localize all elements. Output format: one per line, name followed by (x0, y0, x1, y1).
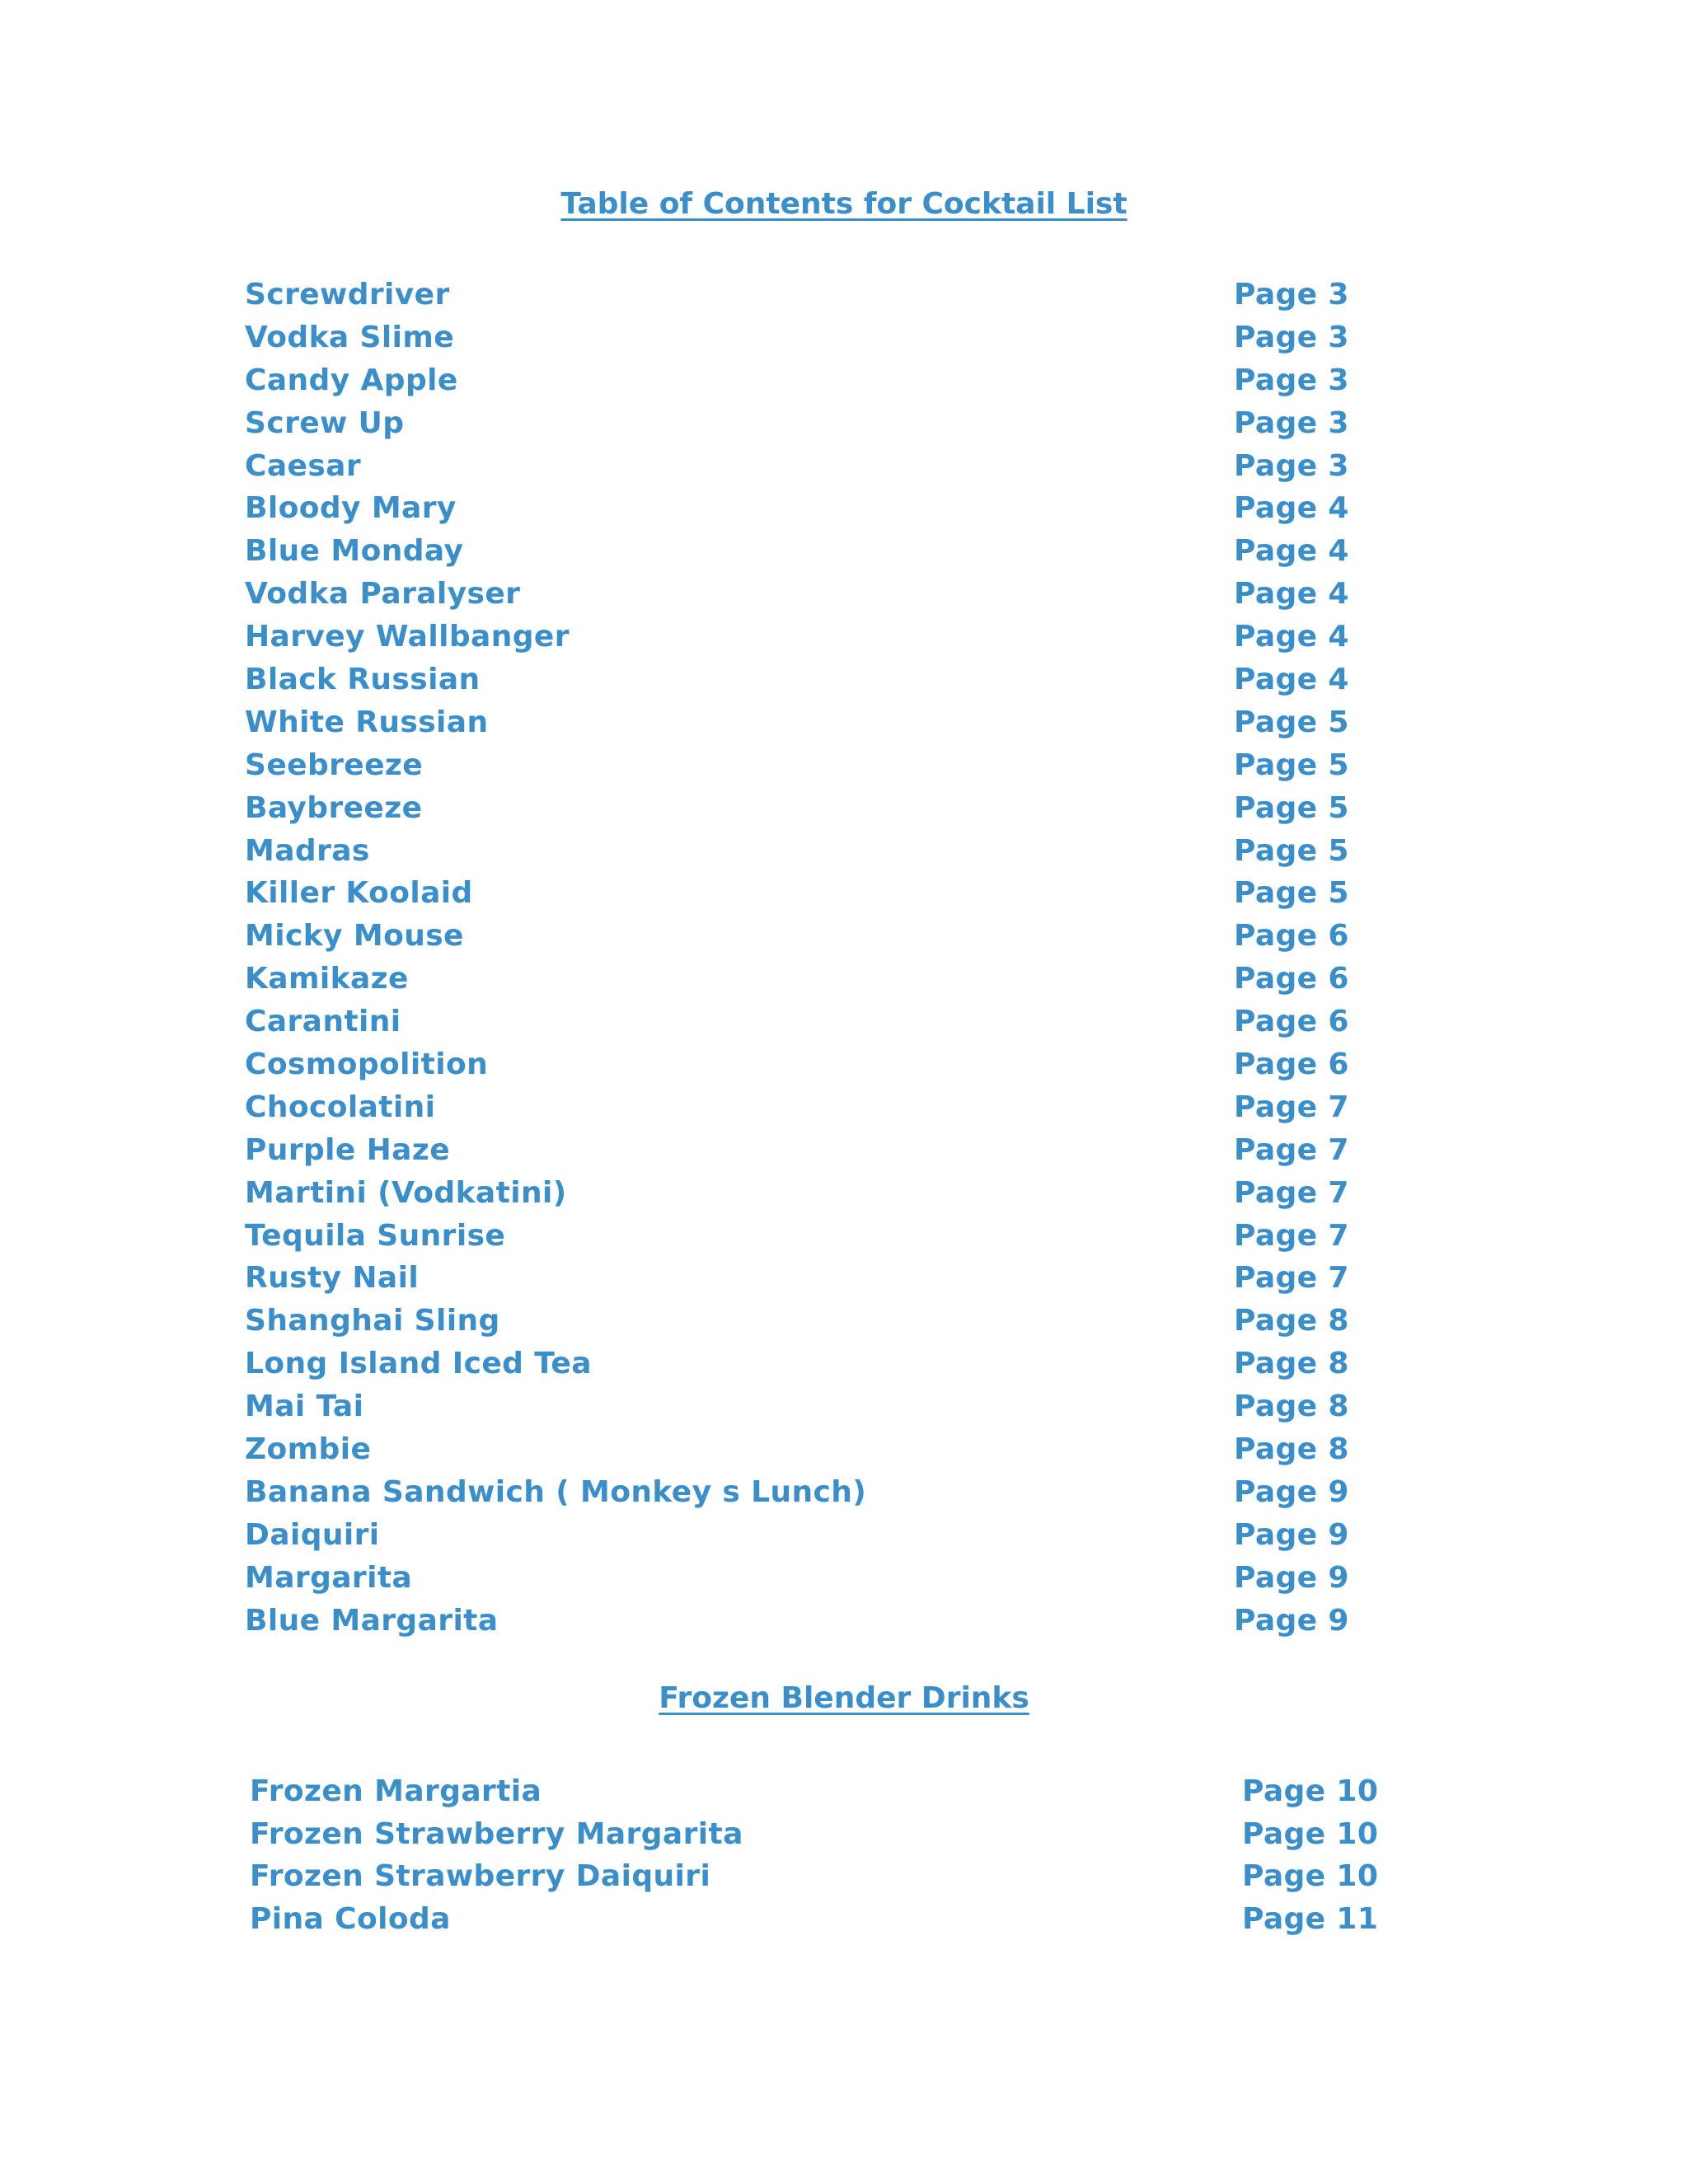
entry-name: Candy Apple (245, 363, 458, 397)
entry-page-number: Page 6 (1234, 1005, 1349, 1039)
entry-name: Frozen Margartia (250, 1774, 542, 1808)
entry-page-number: Page 11 (1242, 1901, 1379, 1936)
entry-name: Purple Haze (245, 1132, 451, 1167)
cocktail-toc-list (245, 274, 1382, 1643)
entry-name: Daiquiri (245, 1517, 380, 1552)
entry-name: Banana Sandwich ( Monkey s Lunch) (245, 1474, 867, 1509)
toc-entry (245, 316, 1382, 359)
entry-page-number: Page 3 (1234, 448, 1349, 483)
entry-name: Carantini (245, 1005, 401, 1039)
entry-page-number: Page 7 (1234, 1132, 1349, 1167)
toc-entry (245, 1600, 1382, 1643)
entry-name: Bloody Mary (245, 491, 457, 526)
entry-name: Shanghai Sling (245, 1304, 500, 1338)
entry-page-number: Page 3 (1234, 278, 1349, 312)
entry-page-number: Page 3 (1234, 405, 1349, 440)
entry-page-number: Page 9 (1234, 1517, 1349, 1552)
entry-name: Rusty Nail (245, 1261, 420, 1296)
entry-page-number: Page 5 (1234, 705, 1349, 739)
entry-page-number: Page 6 (1234, 919, 1349, 954)
toc-entry (245, 359, 1382, 402)
entry-page-number: Page 5 (1234, 876, 1349, 911)
entry-page-number: Page 3 (1234, 320, 1349, 354)
entry-page-number: Page 8 (1234, 1347, 1349, 1381)
entry-page-number: Page 5 (1234, 748, 1349, 782)
toc-entry (245, 787, 1382, 830)
toc-entry (245, 402, 1382, 445)
toc-entry (245, 872, 1382, 915)
entry-name: Vodka Paralyser (245, 577, 521, 612)
entry-name: Cosmopolition (245, 1047, 489, 1082)
entry-page-number: Page 8 (1234, 1432, 1349, 1467)
entry-page-number: Page 8 (1234, 1390, 1349, 1424)
entry-page-number: Page 4 (1234, 663, 1349, 697)
toc-entry (245, 744, 1382, 787)
entry-name: Chocolatini (245, 1090, 436, 1124)
toc-entry (245, 274, 1382, 316)
entry-page-number: Page 7 (1234, 1175, 1349, 1210)
toc-entry (250, 1770, 1389, 1813)
toc-entry (245, 830, 1382, 873)
frozen-section-heading: Frozen Blender Drinks (659, 1681, 1029, 1715)
toc-entry (245, 530, 1382, 573)
entry-page-number: Page 4 (1234, 534, 1349, 569)
entry-page-number: Page 4 (1234, 620, 1349, 654)
toc-entry (245, 1129, 1382, 1172)
toc-entry (245, 445, 1382, 488)
toc-entry (245, 1215, 1382, 1258)
entry-name: Vodka Slime (245, 320, 455, 354)
toc-entry (245, 915, 1382, 958)
toc-entry (245, 958, 1382, 1001)
toc-entry (245, 1300, 1382, 1343)
toc-entry (245, 1385, 1382, 1428)
entry-page-number: Page 5 (1234, 790, 1349, 825)
entry-page-number: Page 7 (1234, 1218, 1349, 1253)
toc-entry (245, 1514, 1382, 1557)
toc-entry (250, 1898, 1389, 1941)
entry-name: Long Island Iced Tea (245, 1347, 592, 1381)
page-title: Table of Contents for Cocktail List (560, 187, 1128, 221)
toc-entry (245, 573, 1382, 616)
entry-name: Frozen Strawberry Margarita (250, 1816, 743, 1851)
entry-name: Micky Mouse (245, 919, 464, 954)
entry-page-number: Page 9 (1234, 1603, 1349, 1638)
entry-name: Mai Tai (245, 1390, 364, 1424)
toc-entry (245, 658, 1382, 701)
entry-name: Zombie (245, 1432, 372, 1467)
entry-page-number: Page 6 (1234, 1047, 1349, 1082)
entry-name: Screwdriver (245, 278, 450, 312)
entry-name: Screw Up (245, 405, 405, 440)
entry-page-number: Page 7 (1234, 1261, 1349, 1296)
entry-name: Blue Monday (245, 534, 464, 569)
entry-name: Seebreeze (245, 748, 424, 782)
entry-page-number: Page 10 (1242, 1859, 1379, 1893)
toc-entry (245, 1172, 1382, 1215)
entry-name: Kamikaze (245, 962, 409, 996)
toc-entry (245, 1001, 1382, 1043)
entry-name: Tequila Sunrise (245, 1218, 506, 1253)
entry-page-number: Page 3 (1234, 363, 1349, 397)
entry-name: Caesar (245, 448, 362, 483)
toc-entry (245, 1557, 1382, 1600)
entry-name: Martini (Vodkatini) (245, 1175, 567, 1210)
toc-entry (250, 1855, 1389, 1898)
entry-page-number: Page 7 (1234, 1090, 1349, 1124)
entry-page-number: Page 10 (1242, 1774, 1379, 1808)
entry-page-number: Page 6 (1234, 962, 1349, 996)
entry-name: Killer Koolaid (245, 876, 473, 911)
toc-entry (245, 1428, 1382, 1471)
toc-entry (245, 1343, 1382, 1385)
entry-name: Baybreeze (245, 790, 423, 825)
toc-entry (245, 1257, 1382, 1300)
entry-name: Blue Margarita (245, 1603, 499, 1638)
entry-name: Pina Coloda (250, 1901, 451, 1936)
entry-name: Margarita (245, 1560, 413, 1595)
toc-entry (245, 1086, 1382, 1129)
entry-page-number: Page 8 (1234, 1304, 1349, 1338)
entry-name: Frozen Strawberry Daiquiri (250, 1859, 711, 1893)
entry-name: Black Russian (245, 663, 481, 697)
toc-entry (245, 701, 1382, 744)
toc-entry (245, 1043, 1382, 1086)
toc-entry (245, 1471, 1382, 1514)
entry-page-number: Page 9 (1234, 1560, 1349, 1595)
toc-entry (245, 487, 1382, 530)
entry-page-number: Page 4 (1234, 577, 1349, 612)
entry-page-number: Page 5 (1234, 833, 1349, 868)
entry-name: Harvey Wallbanger (245, 620, 570, 654)
toc-entry (250, 1813, 1389, 1856)
entry-page-number: Page 10 (1242, 1816, 1379, 1851)
toc-entry (245, 616, 1382, 658)
entry-page-number: Page 9 (1234, 1474, 1349, 1509)
entry-name: Madras (245, 833, 370, 868)
frozen-toc-list (250, 1770, 1389, 1940)
entry-name: White Russian (245, 705, 489, 739)
entry-page-number: Page 4 (1234, 491, 1349, 526)
